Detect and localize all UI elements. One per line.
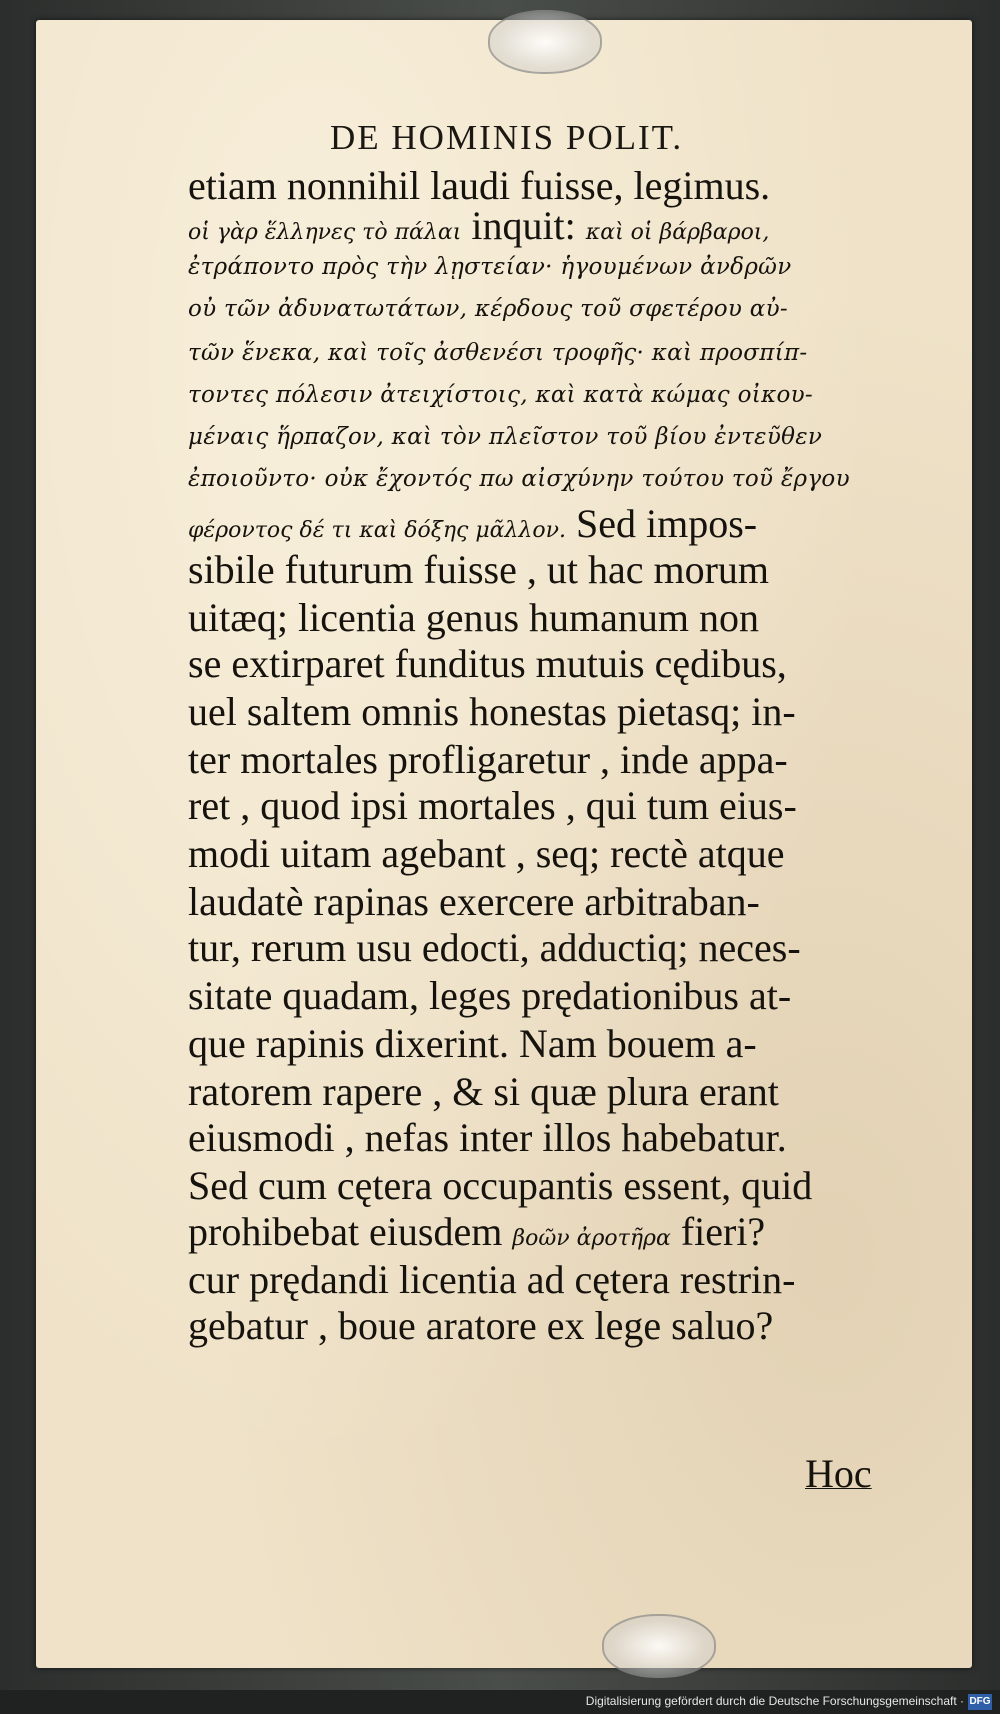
text-line: ter mortales profligaretur , inde appa- xyxy=(188,737,788,782)
text-line: ἐποιοῦντο· οὐκ ἔχοντός πω αἰσχύνην τούτου τοῦ ἔργου xyxy=(188,466,850,492)
latin-text: fieri? xyxy=(670,1209,766,1254)
text-line: uel saltem omnis honestas pietasq; in- xyxy=(188,689,796,734)
text-line: ἐτράποντο πρὸς τὴν λῃστείαν· ἡγουμένων ἀνδρῶν xyxy=(188,254,792,280)
text-line: μέναις ἥρπαζον, καὶ τὸν πλεῖστον τοῦ βίου ἐντεῦθεν xyxy=(188,424,823,450)
catchword: Hoc xyxy=(805,1451,872,1496)
text-line: Sed cum cętera occupantis essent, quid xyxy=(188,1163,813,1208)
text-line: laudatè rapinas exercere arbitraban- xyxy=(188,879,760,924)
greek-text: καὶ οἱ βάρβαροι, xyxy=(585,220,770,245)
text-line: que rapinis dixerint. Nam bouem a- xyxy=(188,1021,757,1066)
text-line: etiam nonnihil laudi fuisse, legimus. xyxy=(188,163,771,208)
footer-credit: Digitalisierung gefördert durch die Deutsche Forschungsgemeinschaft · xyxy=(585,1694,964,1708)
text-line: se extirparet funditus mutuis cędibus, xyxy=(188,641,787,686)
text-line: gebatur , boue aratore ex lege saluo? xyxy=(188,1303,774,1348)
text-line: τῶν ἕνεκα, καὶ τοῖς ἀσθενέσι τροφῆς· καὶ προσπίπ- xyxy=(188,340,808,366)
running-head: DE HOMINIS POLIT. xyxy=(330,118,684,157)
page-clip-top xyxy=(488,10,602,74)
page-clip-bottom xyxy=(602,1614,716,1678)
latin-text: prohibebat eiusdem xyxy=(188,1209,513,1254)
text-line: modi uitam agebant , seq; rectè atque xyxy=(188,831,785,876)
text-line: uitæq; licentia genus humanum non xyxy=(188,595,760,640)
text-line: οὐ τῶν ἀδυνατωτάτων, κέρδους τοῦ σφετέρου αὐ- xyxy=(188,296,788,322)
text-line: sitate quadam, leges prędationibus at- xyxy=(188,973,792,1018)
text-block xyxy=(188,160,908,1510)
text-line: eiusmodi , nefas inter illos habebatur. xyxy=(188,1115,787,1160)
dfg-logo: DFG xyxy=(968,1694,992,1710)
text-line: τοντες πόλεσιν ἀτειχίστοις, καὶ κατὰ κώμας οἰκου- xyxy=(188,382,813,408)
text-line: cur prędandi licentia ad cętera restrin- xyxy=(188,1257,796,1302)
greek-text: βοῶν ἀροτῆρα xyxy=(512,1226,671,1251)
text-line: ret , quod ipsi mortales , qui tum eius- xyxy=(188,783,797,828)
latin-text: inquit: xyxy=(461,203,586,248)
greek-text: οἱ γὰρ ἕλληνες τὸ πάλαι xyxy=(188,220,462,245)
text-line xyxy=(188,1206,908,1260)
text-line: sibile futurum fuisse , ut hac morum xyxy=(188,547,770,592)
latin-text: Sed impos- xyxy=(566,501,758,546)
greek-text: φέροντος δέ τι καὶ δόξης μᾶλλον. xyxy=(188,518,566,543)
text-line: tur, rerum usu edocti, adductiq; neces- xyxy=(188,925,801,970)
text-line: ratorem rapere , & si quæ plura erant xyxy=(188,1069,779,1114)
